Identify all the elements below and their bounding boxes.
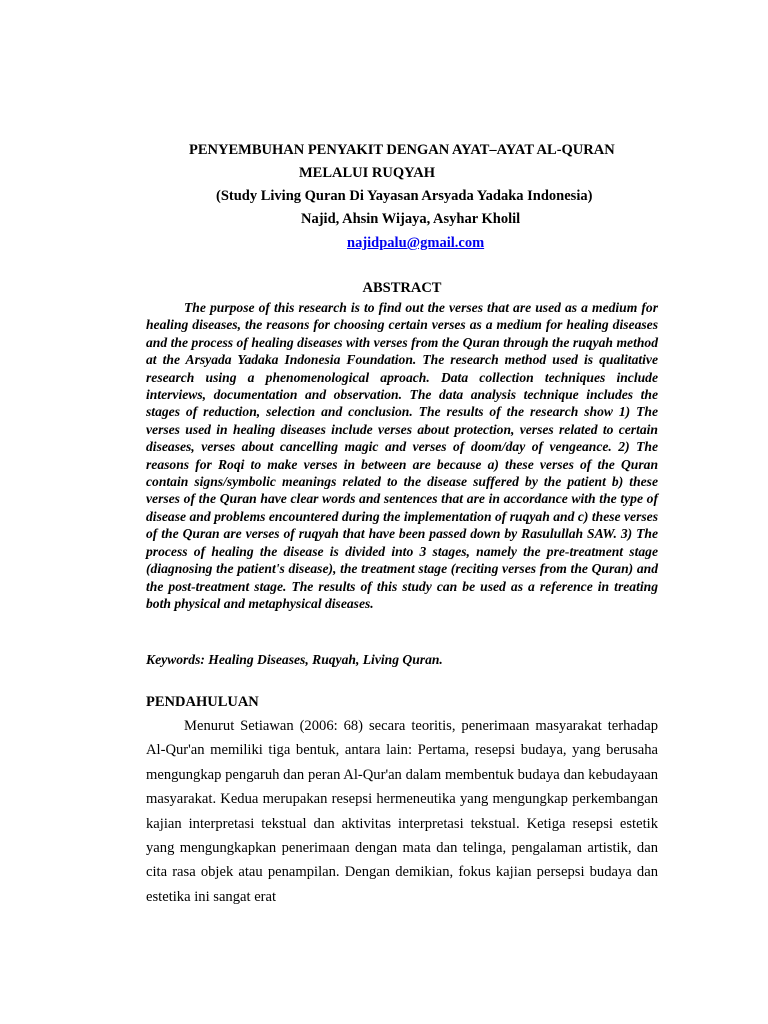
section-heading-pendahuluan: PENDAHULUAN bbox=[146, 694, 259, 710]
paper-title-line-2: MELALUI RUQYAH bbox=[299, 165, 436, 181]
author-email-link[interactable]: najidpalu@gmail.com bbox=[347, 235, 485, 251]
abstract-heading: ABSTRACT bbox=[362, 280, 442, 296]
abstract-body: The purpose of this research is to find out the verses that are used as a medium for healing diseases, the reasons for choosing certain verses as a medium for healing diseases and the process of healing diseases with verses from the Quran through the ruqyah method at the Arsyada Yadaka Indonesia Foundation. The research method used is qualitative research using a phenomenological aproach. Data collection techniques include interviews, documentation and observation. The data analysis technique includes the stages of reduction, selection and conclusion. The results of the research show 1) The verses used in healing diseases include verses about protection, verses related to certain diseases, verses about cancelling magic and verses of doom/day of vengeance. 2) The reasons for Roqi to make verses in between are because a) these verses of the Quran contain signs/symbolic meanings related to the disease suffered by the patient b) these verses of the Quran have clear words and sentences that are in accordance with the type of disease and problems encountered during the implementation of ruqyah and c) these verses of the Quran are verses of ruqyah that have been passed down by Rasulullah SAW. 3) The process of healing the disease is divided into 3 stages, namely the pre-treatment stage (diagnosing the patient's disease), the treatment stage (reciting verses from the Quran) and the post-treatment stage. The results of this study can be used as a reference in treating both physical and metaphysical diseases. bbox=[146, 300, 658, 611]
intro-paragraph: Menurut Setiawan (2006: 68) secara teoritis, penerimaan masyarakat terhadap Al-Qur'an memiliki tiga bentuk, antara lain: Pertama, resepsi budaya, yang berusaha mengungkap pengaruh dan peran Al-Qur'an dalam membentuk budaya dan kebudayaan masyarakat. Kedua merupakan resepsi hermeneutika yang mengungkap perkembangan kajian interpretasi tekstual dan aktivitas interpretasi tekstual. Ketiga resepsi estetik yang mengungkapkan penerimaan dengan mata dan telinga, pengalaman artistik, dan cita rasa objek atau penampilan. Dengan demikian, fokus kajian persepsi budaya dan estetika ini sangat erat bbox=[146, 718, 658, 905]
author-email bbox=[347, 235, 484, 252]
paper-subtitle: (Study Living Quran Di Yayasan Arsyada Yadaka Indonesia) bbox=[216, 188, 593, 204]
keywords: Keywords: Healing Diseases, Ruqyah, Living Quran. bbox=[146, 652, 443, 667]
paper-title-line-1: PENYEMBUHAN PENYAKIT DENGAN AYAT–AYAT AL-QURAN bbox=[189, 142, 615, 158]
paper-authors: Najid, Ahsin Wijaya, Asyhar Kholil bbox=[301, 211, 521, 227]
